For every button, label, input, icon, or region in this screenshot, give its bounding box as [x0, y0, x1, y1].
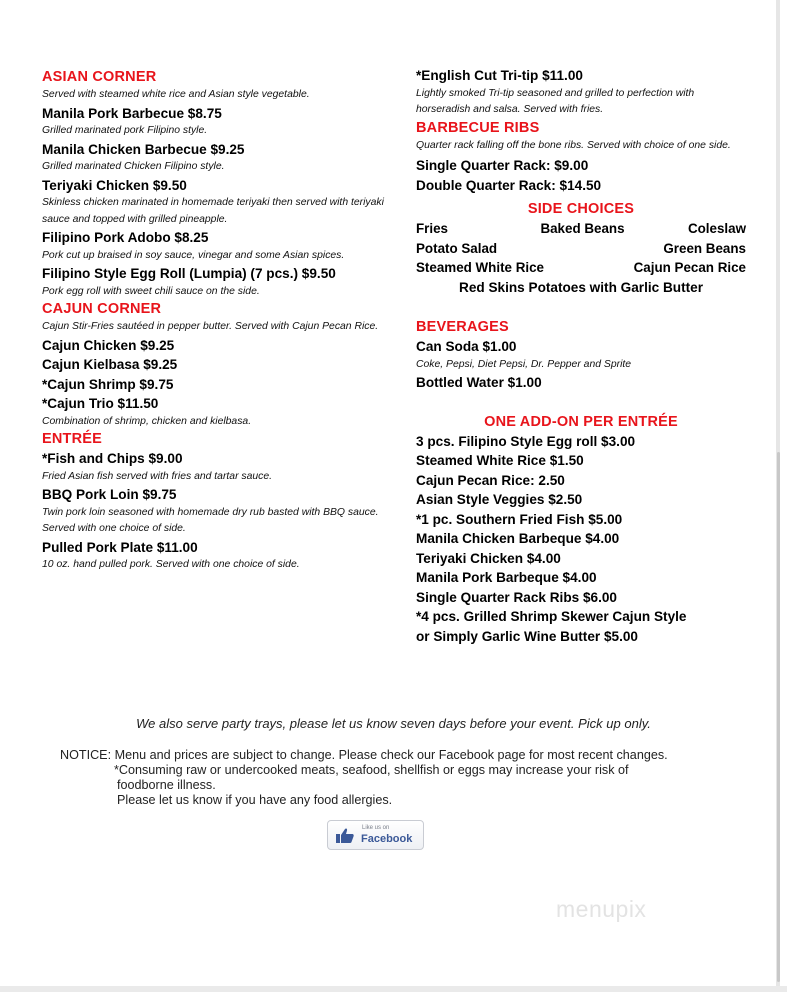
- menu-item-name: Double Quarter Rack: $14.50: [416, 177, 602, 193]
- side-row: [416, 258, 746, 278]
- notice-block: [60, 748, 720, 808]
- section-intro: Served with steamed white rice and Asian style vegetable.: [42, 89, 310, 100]
- side-row: [416, 219, 746, 239]
- menu-item-desc: Fried Asian fish served with fries and tartar sauce.: [42, 470, 273, 482]
- party-trays-note: We also serve party trays, please let us know seven days before your event. Pick up only.: [136, 716, 651, 731]
- add-on-item: *1 pc. Southern Fried Fish $5.00: [416, 511, 623, 527]
- menu-item-name: Teriyaki Chicken $9.50: [42, 177, 187, 193]
- cajun-corner-section: [42, 300, 387, 430]
- menu-item-desc: 10 oz. hand pulled pork. Served with one choice of side.: [42, 559, 300, 570]
- add-on-item: Manila Pork Barbeque $4.00: [416, 570, 597, 585]
- section-title: BEVERAGES: [416, 319, 509, 335]
- menu-item-name: *English Cut Tri-tip $11.00: [416, 68, 583, 83]
- menu-item-name: Single Quarter Rack: $9.00: [416, 158, 589, 173]
- notice-line: foodborne illness.: [117, 778, 216, 792]
- menu-item-name: Cajun Chicken $9.25: [42, 337, 175, 353]
- section-title: CAJUN CORNER: [42, 301, 162, 317]
- add-on-item: Cajun Pecan Rice: 2.50: [416, 472, 565, 488]
- menu-item-name: Pulled Pork Plate $11.00: [42, 539, 198, 555]
- section-intro: Cajun Stir-Fries sautéed in pepper butter. Served with Cajun Pecan Rice.: [42, 321, 379, 332]
- add-on-item: Single Quarter Rack Ribs $6.00: [416, 589, 617, 605]
- side-choices-section: [416, 200, 746, 297]
- entree-section: [42, 430, 387, 574]
- add-on-item: or Simply Garlic Wine Butter $5.00: [416, 628, 638, 644]
- add-on-item: Asian Style Veggies $2.50: [416, 492, 583, 507]
- menu-item-desc: Skinless chicken marinated in homemade teriyaki then served with teriyaki sauce and topped with grilled pineapple.: [42, 197, 384, 225]
- menu-item-name: Manila Chicken Barbecue $9.25: [42, 141, 245, 157]
- menu-item-desc: Pork egg roll with sweet chili sauce on the side.: [42, 285, 260, 297]
- thumbs-up-icon: [335, 827, 355, 844]
- menu-item-desc: Lightly smoked Tri-tip seasoned and grilled to perfection with horseradish and salsa. Served with fries.: [416, 87, 695, 115]
- menu-item-name: *Fish and Chips $9.00: [42, 451, 183, 466]
- side-item: Cajun Pecan Rice: [633, 260, 746, 275]
- side-item: Potato Salad: [416, 240, 498, 256]
- menu-item-desc: Coke, Pepsi, Diet Pepsi, Dr. Pepper and Sprite: [416, 358, 632, 370]
- tri-tip-item: [416, 66, 746, 119]
- menu-left-column: [42, 68, 387, 574]
- menu-item-name: Can Soda $1.00: [416, 339, 517, 354]
- page-bottom-edge: [0, 986, 787, 992]
- side-item: Steamed White Rice: [416, 260, 544, 275]
- barbecue-ribs-section: [416, 119, 746, 196]
- add-on-item: Teriyaki Chicken $4.00: [416, 550, 561, 566]
- add-on-section: [416, 413, 746, 647]
- side-item: Baked Beans: [540, 221, 625, 236]
- menu-item-desc: Combination of shrimp, chicken and kielbasa.: [42, 415, 252, 427]
- notice-line: NOTICE: Menu and prices are subject to change. Please check our Facebook page for most recent changes.: [60, 748, 668, 762]
- facebook-like-button[interactable]: [327, 820, 424, 850]
- menu-item-name: *Cajun Trio $11.50: [42, 396, 159, 411]
- side-item: Coleslaw: [687, 221, 746, 236]
- add-on-item: Manila Chicken Barbeque $4.00: [416, 531, 620, 546]
- side-row: [416, 239, 746, 259]
- menu-right-column: [416, 66, 746, 646]
- menu-item-name: BBQ Pork Loin $9.75: [42, 487, 177, 502]
- notice-line: *Consuming raw or undercooked meats, seafood, shellfish or eggs may increase your risk of: [114, 763, 629, 777]
- add-on-item: 3 pcs. Filipino Style Egg roll $3.00: [416, 433, 636, 449]
- add-on-item: Steamed White Rice $1.50: [416, 453, 584, 468]
- facebook-badge-label: Facebook: [361, 833, 413, 845]
- menu-item-name: Cajun Kielbasa $9.25: [42, 357, 178, 372]
- section-title: BARBECUE RIBS: [416, 119, 540, 136]
- side-item: Fries: [416, 221, 449, 236]
- add-on-item: *4 pcs. Grilled Shrimp Skewer Cajun Style: [416, 609, 687, 624]
- section-title: ENTRÉE: [42, 431, 103, 447]
- menu-item-desc: Grilled marinated pork Filipino style.: [42, 125, 208, 136]
- menu-item-name: Bottled Water $1.00: [416, 375, 542, 390]
- notice-line: Please let us know if you have any food allergies.: [117, 793, 393, 807]
- beverages-section: [416, 318, 746, 393]
- section-title: SIDE CHOICES: [527, 201, 635, 217]
- menu-item-name: Filipino Pork Adobo $8.25: [42, 230, 209, 245]
- menu-item-desc: Pork cut up braised in soy sauce, vinegar and some Asian spices.: [42, 249, 345, 261]
- facebook-badge-caption: Like us on: [362, 825, 390, 831]
- menu-item-desc: Twin pork loin seasoned with homemade dry rub basted with BBQ sauce. Served with one choice of side.: [42, 506, 379, 534]
- menu-item-name: Filipino Style Egg Roll (Lumpia) (7 pcs.) $9.50: [42, 266, 336, 281]
- side-item: Green Beans: [663, 240, 746, 256]
- section-intro: Quarter rack falling off the bone ribs. Served with choice of one side.: [416, 139, 731, 151]
- side-item: Red Skins Potatoes with Garlic Butter: [459, 279, 703, 295]
- menupix-watermark: menupix: [556, 896, 647, 922]
- asian-corner-section: [42, 68, 387, 300]
- menu-item-desc: Grilled marinated Chicken Filipino style.: [42, 161, 225, 172]
- section-title: ASIAN CORNER: [42, 69, 157, 85]
- menu-item-name: Manila Pork Barbecue $8.75: [42, 105, 222, 121]
- menu-item-name: *Cajun Shrimp $9.75: [42, 376, 174, 392]
- section-title: ONE ADD-ON PER ENTRÉE: [484, 413, 678, 430]
